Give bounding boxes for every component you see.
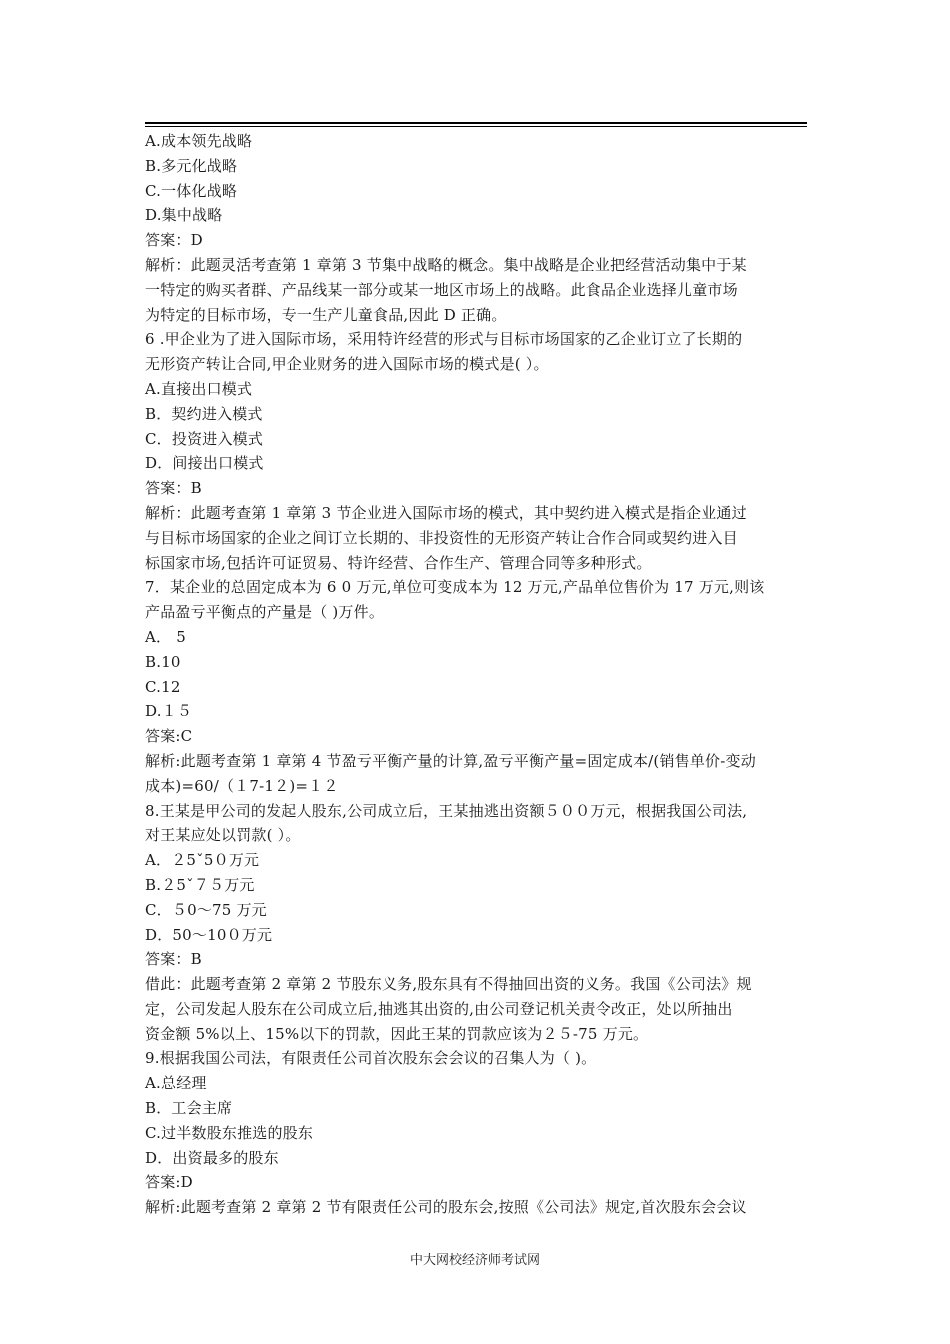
text-line: 答案:D bbox=[145, 1173, 193, 1192]
text-line: B．契约进入模式 bbox=[145, 404, 263, 423]
text-line: A.成本领先战略 bbox=[145, 132, 253, 150]
text-line: 解析：此题灵活考查第 1 章第 3 节集中战略的概念。集中战略是企业把经营活动集中于某 bbox=[145, 255, 747, 274]
text-line: 答案：B bbox=[145, 950, 202, 969]
text-line: C．５0～75 万元 bbox=[145, 900, 267, 919]
text-line: A．２5ˇ5０万元 bbox=[145, 851, 260, 870]
text-line: C.过半数股东推选的股东 bbox=[145, 1123, 314, 1142]
text-line: C.12 bbox=[145, 677, 181, 696]
text-line: D.１５ bbox=[145, 702, 193, 721]
text-line: B．工会主席 bbox=[145, 1099, 233, 1118]
text-line: 借此：此题考查第 2 章第 2 节股东义务,股东具有不得抽回出资的义务。我国《公司法》规 bbox=[145, 975, 752, 994]
text-line: 9.根据我国公司法，有限责任公司首次股东会会议的召集人为（ )。 bbox=[145, 1049, 597, 1068]
text-line: A.直接出口模式 bbox=[145, 379, 253, 398]
text-line: 答案：D bbox=[145, 231, 203, 250]
text-line: 对王某应处以罚款( ）。 bbox=[145, 826, 301, 845]
header-rule-thick bbox=[145, 122, 807, 124]
text-line: 8.王某是甲公司的发起人股东,公司成立后，王某抽逃出资额５００万元，根据我国公司法, bbox=[145, 801, 748, 820]
text-line: A.总经理 bbox=[145, 1074, 207, 1093]
text-line: C.一体化战略 bbox=[145, 181, 238, 200]
text-line: 7．某企业的总固定成本为 6 0 万元,单位可变成本为 12 万元,产品单位售价为 17 万元,则该 bbox=[145, 578, 765, 597]
text-line: C．投资进入模式 bbox=[145, 429, 264, 448]
text-line: 解析:此题考查第 1 章第 4 节盈亏平衡产量的计算,盈亏平衡产量=固定成本/(销售单价-变动 bbox=[145, 751, 756, 770]
text-line: 6 .甲企业为了进入国际市场，采用特许经营的形式与目标市场国家的乙企业订立了长期的 bbox=[145, 330, 743, 349]
text-line: 定，公司发起人股东在公司成立后,抽逃其出资的,由公司登记机关责令改正，处以所抽出 bbox=[145, 999, 733, 1018]
text-line: A． 5 bbox=[145, 627, 186, 646]
page-footer: 中大网校经济师考试网 bbox=[409, 1253, 540, 1268]
text-line: 为特定的目标市场，专一生产儿童食品,因此 D 正确。 bbox=[145, 305, 507, 324]
text-line: 资金额 5%以上、15%以下的罚款，因此王某的罚款应该为２５-75 万元。 bbox=[145, 1024, 649, 1043]
text-line: 一特定的购买者群、产品线某一部分或某一地区市场上的战略。此食品企业选择儿童市场 bbox=[145, 280, 738, 299]
text-line: D．50～10０万元 bbox=[145, 925, 273, 944]
text-line: D.集中战略 bbox=[145, 206, 223, 225]
text-line: D．间接出口模式 bbox=[145, 454, 264, 473]
text-line: 成本)=60/（１7-1２)=１２ bbox=[145, 776, 339, 795]
page-body bbox=[145, 129, 815, 1220]
header-rule-thin bbox=[145, 126, 807, 127]
text-line: 解析：此题考查第 1 章第 3 节企业进入国际市场的模式，其中契约进入模式是指企业通过 bbox=[145, 503, 747, 522]
text-line: 答案:C bbox=[145, 727, 193, 746]
text-line: B.10 bbox=[145, 652, 181, 671]
text-line: 解析:此题考查第 2 章第 2 节有限责任公司的股东会,按照《公司法》规定,首次股东会会议 bbox=[145, 1198, 747, 1217]
text-line: B.２5ˇ７５万元 bbox=[145, 875, 255, 894]
text-line: 与目标市场国家的企业之间订立长期的、非投资性的无形资产转让合作合同或契约进入目 bbox=[145, 528, 738, 547]
text-line: 答案：B bbox=[145, 479, 202, 498]
text-line: 产品盈亏平衡点的产量是（ )万件。 bbox=[145, 603, 385, 622]
text-line: 标国家市场,包括许可证贸易、特许经营、合作生产、管理合同等多种形式。 bbox=[145, 553, 652, 572]
text-line: D．出资最多的股东 bbox=[145, 1148, 279, 1167]
text-line: B.多元化战略 bbox=[145, 156, 238, 175]
text-line: 无形资产转让合同,甲企业财务的进入国际市场的模式是( ）。 bbox=[145, 355, 549, 374]
